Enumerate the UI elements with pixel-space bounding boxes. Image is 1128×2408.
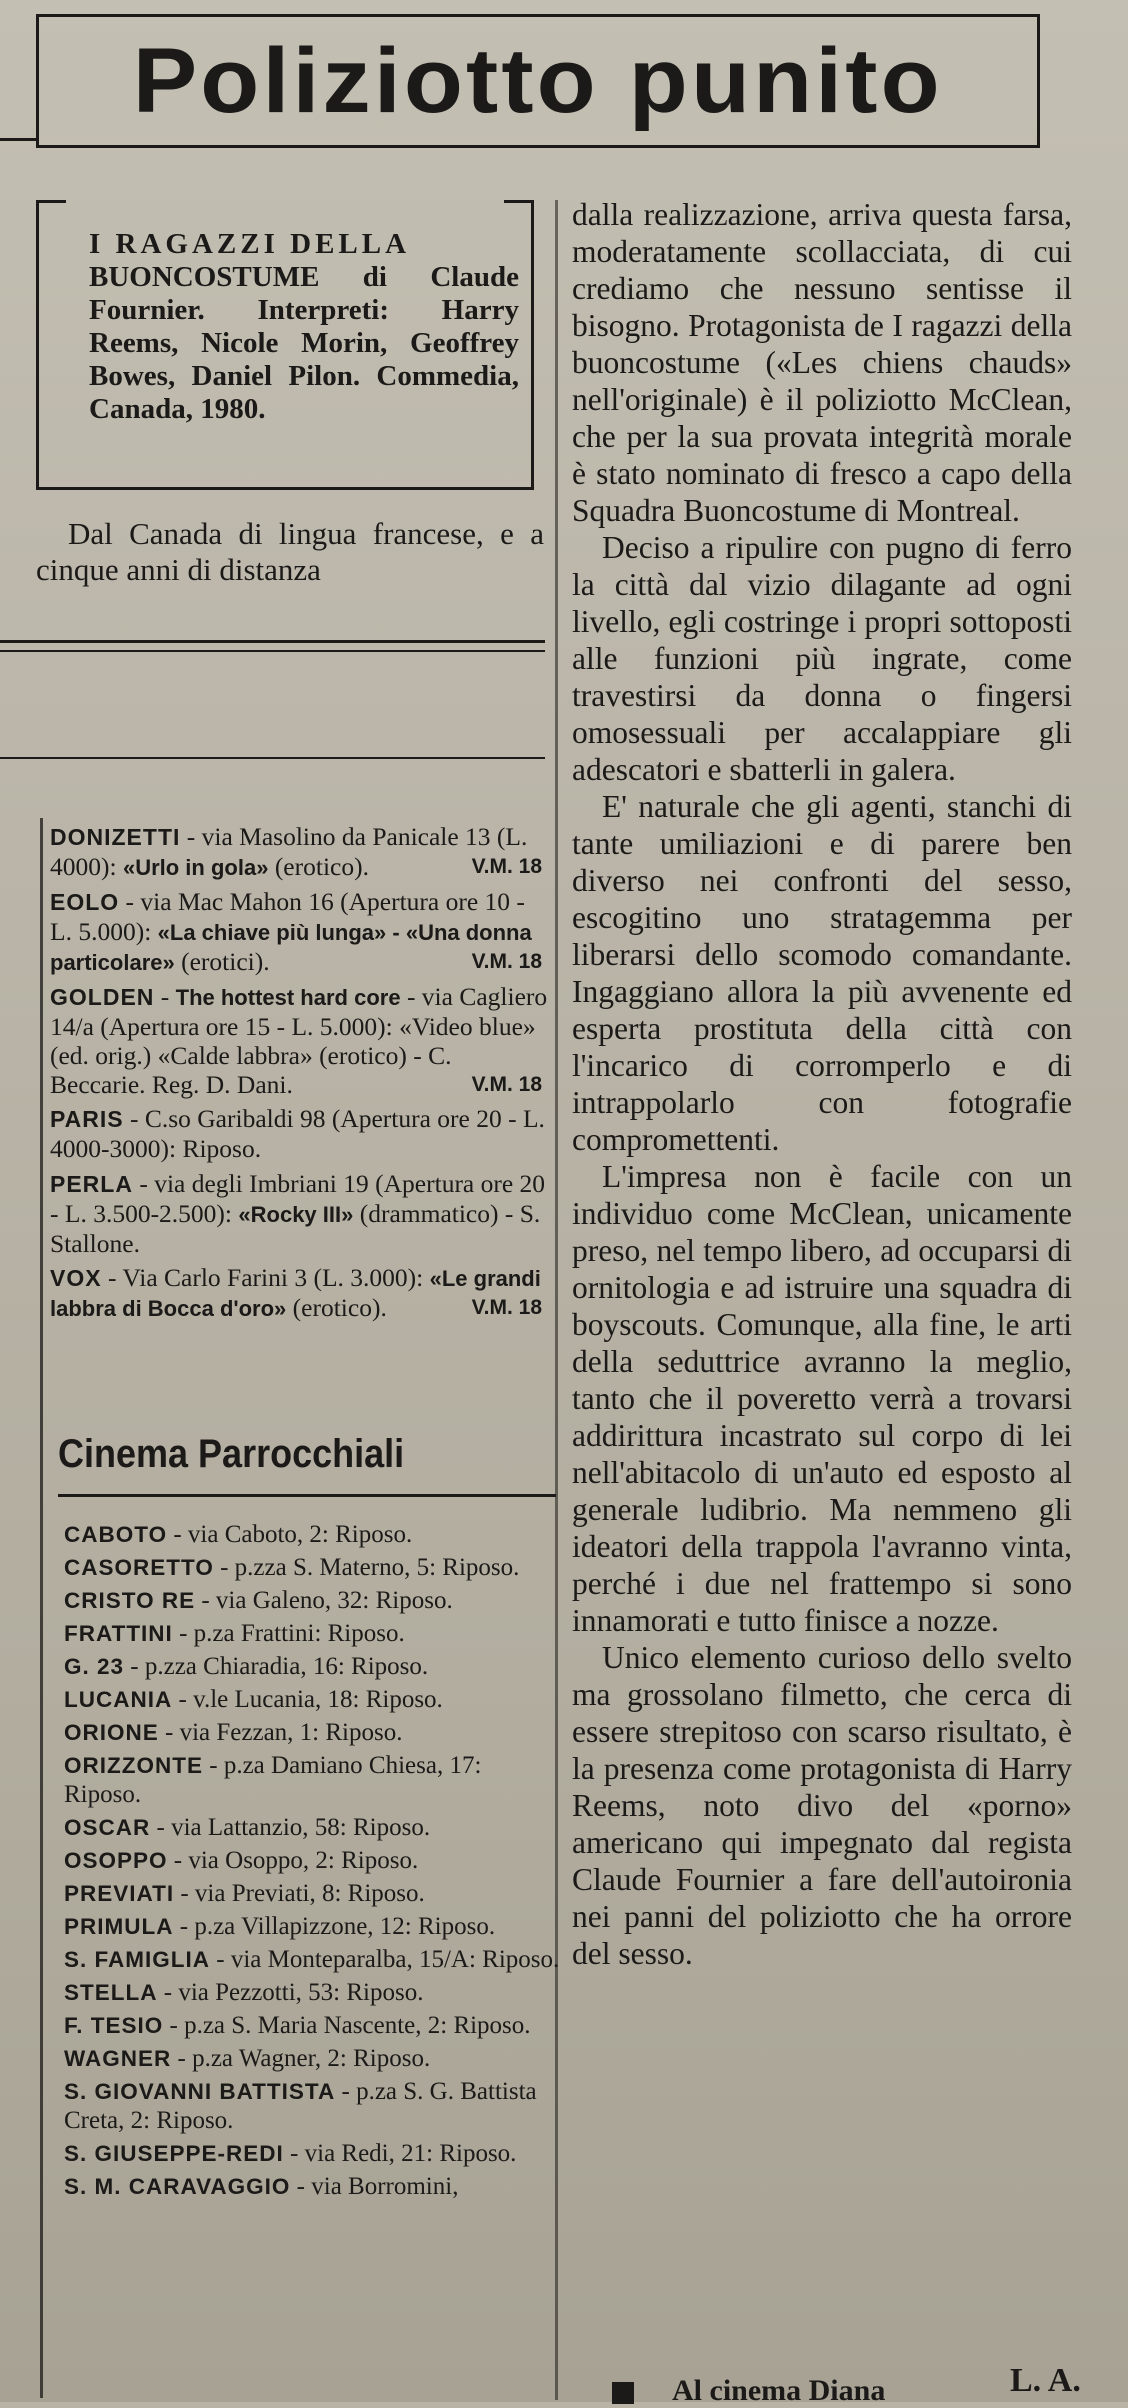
parish-cinema-name: STELLA: [64, 1980, 158, 2005]
signature: L. A.: [1010, 2362, 1081, 2399]
article-body: [572, 196, 1072, 1972]
cinema-name: EOLO: [50, 889, 120, 915]
parish-cinema-details: - p.zza Chiaradia, 16: Riposo.: [124, 1653, 429, 1680]
parish-cinema-entry: [64, 2139, 564, 2168]
parish-cinema-details: - p.za S. G. Battista Creta, 2: Riposo.: [64, 2078, 537, 2134]
parish-cinema-name: S. GIOVANNI BATTISTA: [64, 2079, 336, 2104]
cinema-name: DONIZETTI: [50, 824, 181, 850]
age-rating: V.M. 18: [471, 1073, 542, 1096]
parish-cinema-details: - via Pezzotti, 53: Riposo.: [157, 1979, 424, 2006]
parish-cinema-details: - p.za Frattini: Riposo.: [172, 1620, 405, 1647]
section-rule: [0, 640, 545, 643]
cinema-entry: [50, 1263, 550, 1323]
parish-heading: Cinema Parrocchiali: [58, 1432, 405, 1476]
parish-cinema-entry: [64, 1520, 564, 1549]
cinema-details: - via Masolino da Panicale 13 (L. 4000):: [50, 822, 528, 881]
parish-cinema-entry: [64, 2044, 564, 2073]
cinema-film: «La chiave più lunga» - «Una donna particolare»: [50, 920, 532, 975]
cinema-name: GOLDEN: [50, 984, 155, 1010]
cinema-genre: - via Cagliero 14/a (Apertura ore 15 - L. 5.000): «Video blue» (ed. orig.) «Calde labbra» (erotico) - C. Beccarie. Reg. D. Dani.: [50, 982, 548, 1099]
parish-cinema-entry: [64, 2172, 564, 2201]
parish-cinema-details: - via Redi, 21: Riposo.: [283, 2140, 517, 2167]
parish-cinema-entry: [64, 2011, 564, 2040]
film-title-line2: BUONCOSTUME: [89, 261, 320, 293]
parish-cinema-name: PREVIATI: [64, 1881, 175, 1906]
cinema-entry: [50, 822, 550, 882]
parish-cinema-name: OSOPPO: [64, 1848, 168, 1873]
parish-cinema-entry: [64, 1879, 564, 1908]
parish-cinema-entry: [64, 1751, 564, 1809]
cinema-entry: [50, 1104, 550, 1164]
article-paragraph: L'impresa non è facile con un individuo come McClean, unicamente preso, nel tempo libero, ad occuparsi di ornitologia e ad istruire una squadra di boyscouts. Comunque, alla fine, le arti della seduttrice avranno la meglio, tanto che il poveretto verrà a trovarsi addirittura incastrato sul corpo di lei nell'abitacolo di un'auto ed esposto al generale ludibrio. Ma nemmeno gli ideatori della trappola l'avranno vinta, perché i due nel frattempo si sono innamorati e tutto finisce a nozze.: [572, 1159, 1072, 1638]
parish-cinema-details: - via Galeno, 32: Riposo.: [195, 1587, 453, 1614]
footer-caption: Al cinema Diana: [672, 2374, 886, 2407]
cinema-film: «Le grandi labbra di Bocca d'oro»: [50, 1266, 541, 1321]
cinema-genre: (erotico).: [268, 852, 369, 881]
cinema-genre: (drammatico) - S. Stallone.: [50, 1199, 541, 1258]
parish-cinema-name: CABOTO: [64, 1522, 168, 1547]
parish-cinema-details: - p.za Wagner, 2: Riposo.: [171, 2045, 431, 2072]
cinema-details: -: [154, 982, 176, 1011]
credits-rest: di Claude Fournier. Interpreti: Harry Reems, Nicole Morin, Geoffrey Bowes, Daniel Pilon. Commedia, Canada, 1980.: [89, 261, 519, 425]
parish-cinema-entry: [64, 1586, 564, 1615]
age-rating: V.M. 18: [471, 950, 542, 973]
cinema-name: PARIS: [50, 1106, 124, 1132]
headline: Poliziotto punito: [132, 29, 944, 132]
square-bullet-icon: [612, 2382, 634, 2404]
section-rule: [0, 757, 545, 759]
film-credits: [89, 228, 519, 426]
parish-cinema-name: LUCANIA: [64, 1687, 173, 1712]
parish-cinema-details: - p.za Villapizzone, 12: Riposo.: [173, 1913, 496, 1940]
parish-cinema-entry: [64, 1912, 564, 1941]
parish-cinema-name: F. TESIO: [64, 2013, 164, 2038]
cinema-entry: [50, 982, 550, 1099]
parish-cinema-details: - via Borromini,: [290, 2173, 459, 2200]
parish-cinema-entry: [64, 1652, 564, 1681]
parish-cinema-name: CASORETTO: [64, 1555, 214, 1580]
article-intro: Dal Canada di lingua francese, e a cinque anni di distanza: [36, 516, 544, 587]
parish-cinema-details: - via Caboto, 2: Riposo.: [167, 1521, 413, 1548]
cinema-genre: (erotici).: [174, 947, 270, 976]
parish-cinema-entry: [64, 1978, 564, 2007]
headline-box: [36, 14, 1040, 148]
parish-cinema-details: - via Fezzan, 1: Riposo.: [158, 1719, 403, 1746]
cinema-film: The hottest hard core: [175, 985, 401, 1010]
parish-cinema-entry: [64, 1718, 564, 1747]
film-title-line1: I RAGAZZI DELLA: [89, 228, 411, 260]
article-paragraph: E' naturale che gli agenti, stanchi di tante umiliazioni e di parere ben diverso nei confronti del sesso, escogitino uno stratagemma per liberarsi dello scomodo comandante. Ingaggiano allora la più avvenente ed esperta prostituta della città con l'incarico di corromperlo e di intrappolarlo con fotografie compromettenti.: [572, 789, 1072, 1157]
cinema-name: PERLA: [50, 1171, 133, 1197]
parish-cinema-name: S. M. CARAVAGGIO: [64, 2174, 291, 2199]
parish-cinema-entry: [64, 1813, 564, 1842]
parish-cinema-details: - v.le Lucania, 18: Riposo.: [172, 1686, 443, 1713]
section-rule: [0, 650, 545, 652]
parish-cinema-entry: [64, 1945, 564, 1974]
article-paragraph: dalla realizzazione, arriva questa farsa, moderatamente scollacciata, di cui crediamo che nessuno sentisse il bisogno. Protagonista de I ragazzi della buoncostume («Les chiens chauds» nell'originale) è il poliziotto McClean, che per la sua provata integrità morale è stato nominato di fresco a capo della Squadra Buoncostume di Montreal.: [572, 197, 1072, 528]
parish-cinema-name: CRISTO RE: [64, 1588, 196, 1613]
cinema-details: - Via Carlo Farini 3 (L. 3.000):: [101, 1263, 430, 1292]
parish-listings: [64, 1520, 564, 2205]
parish-cinema-entry: [64, 2077, 564, 2135]
parish-cinema-name: ORIONE: [64, 1720, 159, 1745]
cinema-listings: [50, 822, 550, 1328]
parish-cinema-details: - via Previati, 8: Riposo.: [174, 1880, 425, 1907]
cinema-film: «Rocky III»: [238, 1202, 354, 1227]
left-edge-rule: [0, 138, 36, 141]
parish-cinema-name: S. FAMIGLIA: [64, 1947, 210, 1972]
credits-box: [36, 200, 534, 490]
parish-heading-rule: [58, 1494, 556, 1497]
age-rating: V.M. 18: [471, 855, 542, 878]
parish-cinema-entry: [64, 1685, 564, 1714]
cinema-name: VOX: [50, 1265, 102, 1291]
parish-cinema-name: G. 23: [64, 1654, 125, 1679]
article-paragraph: Deciso a ripulire con pugno di ferro la città dal vizio dilagante ad ogni livello, egli costringe i propri sottoposti alle funzioni più ingrate, come travestirsi da donna o fingersi omosessuali per accalappiare gli adescatori e sbatterli in galera.: [572, 530, 1072, 787]
parish-cinema-name: OSCAR: [64, 1815, 151, 1840]
parish-cinema-details: - p.zza S. Materno, 5: Riposo.: [213, 1554, 520, 1581]
cinema-details: - C.so Garibaldi 98 (Apertura ore 20 - L. 4000-3000): Riposo.: [50, 1104, 545, 1163]
cinema-details: - via Mac Mahon 16 (Apertura ore 10 - L. 5.000):: [50, 887, 525, 946]
age-rating: V.M. 18: [471, 1296, 542, 1319]
parish-cinema-entry: [64, 1553, 564, 1582]
parish-cinema-name: PRIMULA: [64, 1914, 174, 1939]
parish-cinema-details: - via Lattanzio, 58: Riposo.: [150, 1814, 431, 1841]
parish-cinema-name: WAGNER: [64, 2046, 172, 2071]
cinema-details: - via degli Imbriani 19 (Apertura ore 20 - L. 3.500-2.500):: [50, 1169, 546, 1228]
parish-cinema-name: ORIZZONTE: [64, 1753, 203, 1778]
parish-cinema-name: FRATTINI: [64, 1621, 173, 1646]
parish-cinema-details: - via Monteparalba, 15/A: Riposo.: [210, 1946, 560, 1973]
article-paragraph: Unico elemento curioso dello svelto ma grossolano filmetto, che cerca di essere strepitoso con scarso risultato, è la presenza come protagonista di Harry Reems, noto divo del «porno» americano qui impegnato dal regista Claude Fournier a fare dell'autoironia nei panni del poliziotto che ha orrore del sesso.: [572, 1640, 1072, 1971]
parish-cinema-entry: [64, 1846, 564, 1875]
parish-cinema-name: S. GIUSEPPE-REDI: [64, 2141, 284, 2166]
parish-cinema-details: - via Osoppo, 2: Riposo.: [167, 1847, 419, 1874]
left-column-rule: [40, 818, 43, 2398]
cinema-genre: (erotico).: [286, 1293, 387, 1322]
cinema-film: «Urlo in gola»: [122, 855, 269, 880]
cinema-entry: [50, 887, 550, 977]
parish-cinema-details: - p.za Damiano Chiesa, 17: Riposo.: [64, 1752, 482, 1808]
parish-cinema-details: - p.za S. Maria Nascente, 2: Riposo.: [163, 2012, 531, 2039]
parish-cinema-entry: [64, 1619, 564, 1648]
cinema-entry: [50, 1169, 550, 1258]
